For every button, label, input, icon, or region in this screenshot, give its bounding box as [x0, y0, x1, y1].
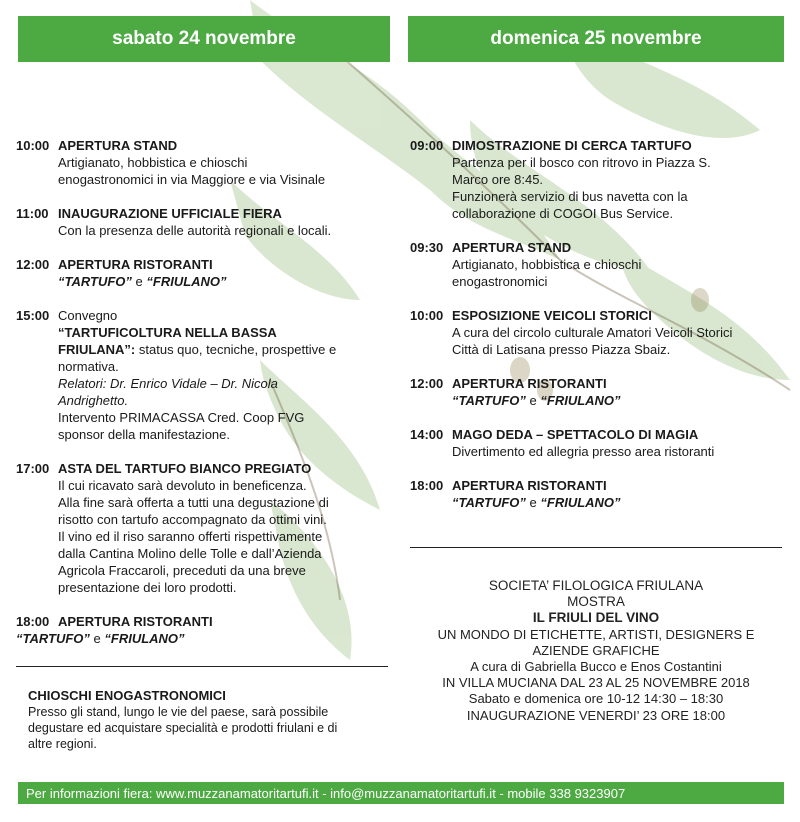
exhibition-hours: Sabato e domenica ore 10-12 14:30 – 18:30	[468, 691, 724, 707]
chioschi-line: Presso gli stand, lungo le vie del paese, sarà possibile	[28, 705, 329, 719]
saturday-header	[18, 16, 390, 62]
event-title: APERTURA RISTORANTI	[452, 376, 607, 391]
speakers-line1: Relatori: Dr. Enrico Vidale – Dr. Nicola	[58, 376, 278, 391]
event-title: INAUGURAZIONE UFFICIALE FIERA	[58, 206, 282, 221]
event-title: APERTURA RISTORANTI	[58, 614, 213, 629]
event-line: Con la presenza delle autorità regionali e locali.	[58, 223, 332, 238]
sun-event-veicoli-storici	[410, 307, 788, 358]
chioschi-box	[28, 688, 380, 752]
sun-event-cerca-tartufo	[410, 137, 788, 222]
event-line: A cura del circolo culturale Amatori Veicoli Storici	[452, 325, 733, 340]
event-title: Convegno	[58, 308, 118, 323]
event-title: APERTURA RISTORANTI	[58, 257, 213, 272]
exhibition-subtitle: AZIENDE GRAFICHE	[532, 642, 660, 658]
saturday-schedule	[16, 137, 388, 664]
event-line: Città di Latisana presso Piazza Sbaiz.	[452, 342, 671, 357]
event-line: dalla Cantina Molino delle Tolle e dall’Azienda	[58, 546, 322, 561]
event-line: collaborazione di COGOI Bus Service.	[452, 206, 674, 221]
event-line: Il cui ricavato sarà devoluto in beneficenza.	[58, 478, 307, 493]
saturday-date: sabato 24 novembre	[112, 28, 296, 49]
event-line: Partenza per il bosco con ritrovo in Piazza S.	[452, 155, 711, 170]
event-time: 17:00	[16, 461, 50, 476]
event-line: Artigianato, hobbistica e chioschi	[452, 257, 642, 272]
event-line: Alla fine sarà offerta a tutti una degustazione di	[58, 495, 329, 510]
convegno-title-line1: “TARTUFICOLTURA NELLA BASSA	[58, 325, 277, 340]
restaurant-tartufo: “TARTUFO”	[452, 495, 526, 510]
sat-event-convegno	[16, 307, 388, 443]
restaurant-friulano: “FRIULANO”	[104, 631, 185, 646]
event-time: 12:00	[16, 257, 50, 272]
event-title: ASTA DEL TARTUFO BIANCO PREGIATO	[58, 461, 312, 476]
exhibition-label: MOSTRA	[567, 594, 625, 610]
sunday-schedule	[410, 137, 788, 528]
right-divider	[410, 547, 782, 548]
event-line: Artigianato, hobbistica e chioschi	[58, 155, 248, 170]
exhibition-venue: IN VILLA MUCIANA DAL 23 AL 25 NOVEMBRE 2018	[442, 675, 750, 691]
sun-event-ristoranti-noon	[410, 375, 788, 409]
sun-event-mago	[410, 426, 788, 460]
chioschi-line: degustare ed acquistare specialità e prodotti friulani e di	[28, 721, 338, 735]
restaurant-tartufo: “TARTUFO”	[16, 631, 90, 646]
event-line: presentazione dei loro prodotti.	[58, 580, 237, 595]
footer-contact-text: Per informazioni fiera: www.muzzanamatoritartufi.it - info@muzzanamatoritartufi.it - mobile 338 9323907	[26, 785, 626, 801]
chioschi-line: altre regioni.	[28, 737, 97, 751]
event-time: 10:00	[410, 308, 444, 323]
event-line: Marco ore 8:45.	[452, 172, 544, 187]
event-title: MAGO DEDA – SPETTACOLO DI MAGIA	[452, 427, 699, 442]
restaurant-friulano: “FRIULANO”	[540, 495, 621, 510]
speakers-line2: Andrighetto.	[58, 393, 129, 408]
event-title: DIMOSTRAZIONE DI CERCA TARTUFO	[452, 138, 692, 153]
restaurant-tartufo: “TARTUFO”	[58, 274, 132, 289]
exhibition-title: IL FRIULI DEL VINO	[532, 610, 660, 626]
exhibition-curators: A cura di Gabriella Bucco e Enos Costantini	[470, 659, 722, 675]
restaurant-and: e	[93, 631, 101, 646]
event-time: 18:00	[16, 614, 50, 629]
sunday-date: domenica 25 novembre	[490, 28, 702, 49]
event-line: risotto con tartufo accompagnato da ottimi vini.	[58, 512, 327, 527]
exhibition-opening: INAUGURAZIONE VENERDI’ 23 ORE 18:00	[466, 707, 726, 723]
event-line: status quo, tecniche, prospettive e	[138, 342, 337, 357]
exhibition-box	[410, 578, 782, 724]
event-title: APERTURA STAND	[58, 138, 178, 153]
left-divider	[16, 666, 388, 667]
sun-event-apertura-stand	[410, 239, 788, 290]
restaurant-and: e	[529, 495, 537, 510]
event-line: Intervento PRIMACASSA Cred. Coop FVG	[58, 410, 305, 425]
restaurant-and: e	[135, 274, 143, 289]
event-line: sponsor della manifestazione.	[58, 427, 230, 442]
info-footer	[18, 782, 784, 804]
event-line: Il vino ed il riso saranno offerti rispettivamente	[58, 529, 323, 544]
restaurant-friulano: “FRIULANO”	[540, 393, 621, 408]
sat-event-ristoranti-evening	[16, 613, 388, 647]
event-title: ESPOSIZIONE VEICOLI STORICI	[452, 308, 652, 323]
event-line: enogastronomici in via Maggiore e via Visinale	[58, 172, 326, 187]
event-time: 14:00	[410, 427, 444, 442]
event-time: 09:00	[410, 138, 444, 153]
convegno-title-line2: FRIULANA”:	[58, 342, 136, 357]
event-time: 15:00	[16, 308, 50, 323]
sunday-header	[408, 16, 784, 62]
sat-event-asta	[16, 460, 388, 596]
restaurant-and: e	[529, 393, 537, 408]
event-line: Funzionerà servizio di bus navetta con la	[452, 189, 688, 204]
restaurant-friulano: “FRIULANO”	[146, 274, 227, 289]
event-title: APERTURA RISTORANTI	[452, 478, 607, 493]
event-time: 11:00	[16, 206, 49, 221]
event-time: 09:30	[410, 240, 444, 255]
event-line: enogastronomici	[452, 274, 548, 289]
chioschi-title: CHIOSCHI ENOGASTRONOMICI	[28, 688, 226, 703]
event-line: Agricola Fraccaroli, preceduti da una breve	[58, 563, 306, 578]
restaurant-tartufo: “TARTUFO”	[452, 393, 526, 408]
event-line: normativa.	[58, 359, 119, 374]
sun-event-ristoranti-evening	[410, 477, 788, 511]
event-time: 10:00	[16, 138, 50, 153]
sat-event-apertura-stand	[16, 137, 388, 188]
event-title: APERTURA STAND	[452, 240, 572, 255]
exhibition-society: SOCIETA’ FILOLOGICA FRIULANA	[488, 578, 704, 593]
event-line: Divertimento ed allegria presso area ristoranti	[452, 444, 715, 459]
event-time: 18:00	[410, 478, 444, 493]
sat-event-inaugurazione	[16, 205, 388, 239]
event-time: 12:00	[410, 376, 444, 391]
exhibition-subtitle: UN MONDO DI ETICHETTE, ARTISTI, DESIGNERS E	[437, 626, 755, 642]
sat-event-ristoranti-noon	[16, 256, 388, 290]
